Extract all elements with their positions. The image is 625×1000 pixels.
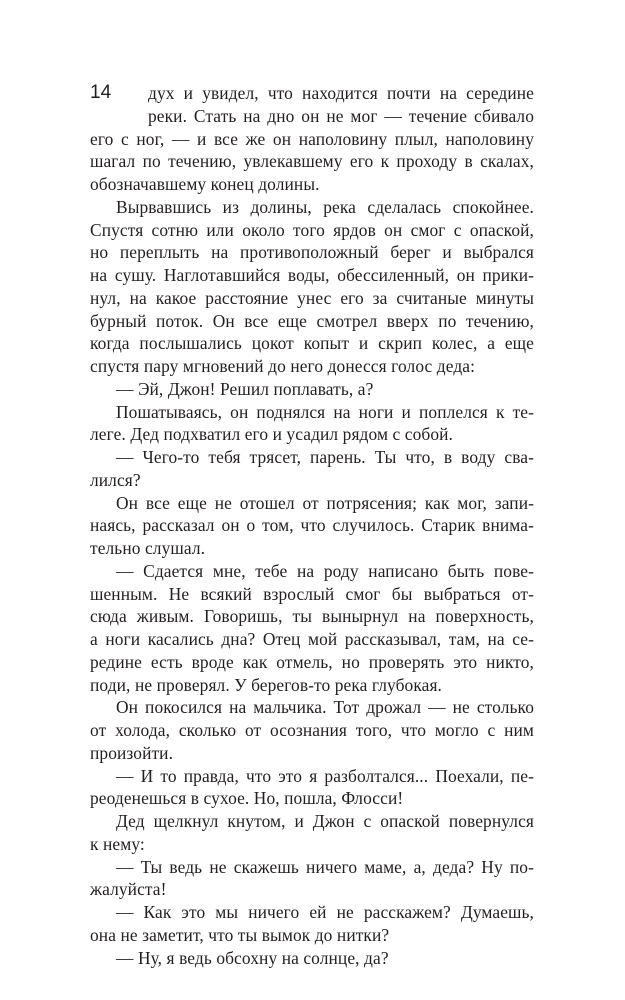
text-line: к нему:: [90, 833, 145, 854]
text-line: тельно слушал.: [90, 538, 206, 558]
page-number: 14: [90, 82, 112, 103]
body-text: [90, 82, 534, 969]
text-line: а ноги касались дна? Отец мой рассказывал, там, на се-: [90, 629, 534, 649]
text-line: бурный поток. Он все еще смотрел вверх по течению,: [90, 310, 534, 331]
text-line: Он все еще не отошел от потрясения; как мог, запи-: [116, 492, 534, 513]
text-line: но переплыть на противоположный берег и выбрался: [90, 242, 534, 263]
text-line: реоденешься в сухое. Но, пошла, Флосси!: [90, 788, 404, 809]
text-line: — И то правда, что это я разболтался... Поехали, пе-: [116, 765, 534, 786]
text-line: леге. Дед подхватил его и усадил рядом с собой.: [90, 424, 453, 445]
text-line: на сушу. Наглотавшийся воды, обессиленный, он прики-: [90, 265, 534, 285]
text-line: — Эй, Джон! Решил поплавать, а?: [116, 378, 374, 399]
text-line: Спустя сотню или около того ярдов он смог с опаской,: [90, 219, 534, 240]
text-line: — Сдается мне, тебе на роду написано быть пове-: [116, 560, 534, 581]
text-line: Он покосился на мальчика. Тот дрожал — не столько: [116, 697, 534, 718]
text-line: реки. Стать на дно он не мог — течение сбивало: [148, 105, 534, 126]
text-line: — Ты ведь не скажешь ничего маме, а, деда? Ну по-: [116, 856, 534, 877]
text-line: шенным. Не всякий взрослый смог бы выбраться от-: [90, 583, 534, 604]
text-line: — Чего-то тебя трясет, парень. Ты что, в воду сва-: [116, 447, 534, 467]
text-line: — Как это мы ничего ей не расскажем? Думаешь,: [116, 902, 534, 922]
text-line: она не заметит, что ты вымок до нитки?: [90, 924, 390, 945]
text-line: от холода, сколько от осознания того, что могло с ним: [90, 720, 534, 740]
text-line: обозначавшему конец долины.: [90, 174, 320, 194]
text-line: когда послышались цокот копыт и скрип колес, а еще: [90, 333, 534, 354]
text-line: Вырвавшись из долины, река сделалась спокойнее.: [116, 196, 534, 217]
text-line: наясь, рассказал он о том, что случилось. Старик внима-: [90, 515, 534, 536]
text-line: произойти.: [90, 742, 174, 763]
text-line: редине есть вроде как отмель, но проверять это никто,: [90, 651, 534, 672]
text-line: дух и увидел, что находится почти на середине: [148, 83, 534, 103]
text-line: спустя пару мгновений до него донесся голос деда:: [90, 356, 476, 376]
text-line: его с ног, — и все же он наполовину плыл, наполовину: [90, 128, 534, 149]
text-line: Пошатываясь, он поднялся на ноги и поплелся к те-: [116, 401, 534, 422]
text-line: — Ну, я ведь обсохну на солнце, да?: [116, 947, 389, 968]
text-line: жалуйста!: [90, 879, 167, 900]
text-line: нул, на какое расстояние унес его за считаные минуты: [90, 287, 534, 308]
text-line: шагал по течению, увлекавшему его к проходу в скалах,: [90, 151, 534, 172]
text-line: Дед щелкнул кнутом, и Джон с опаской повернулся: [116, 811, 534, 831]
text-line: поди, не проверял. У берегов-то река глубокая.: [90, 674, 442, 695]
text-line: сюда живым. Говоришь, ты вынырнул на поверхность,: [90, 606, 534, 627]
text-line: лился?: [90, 469, 141, 490]
